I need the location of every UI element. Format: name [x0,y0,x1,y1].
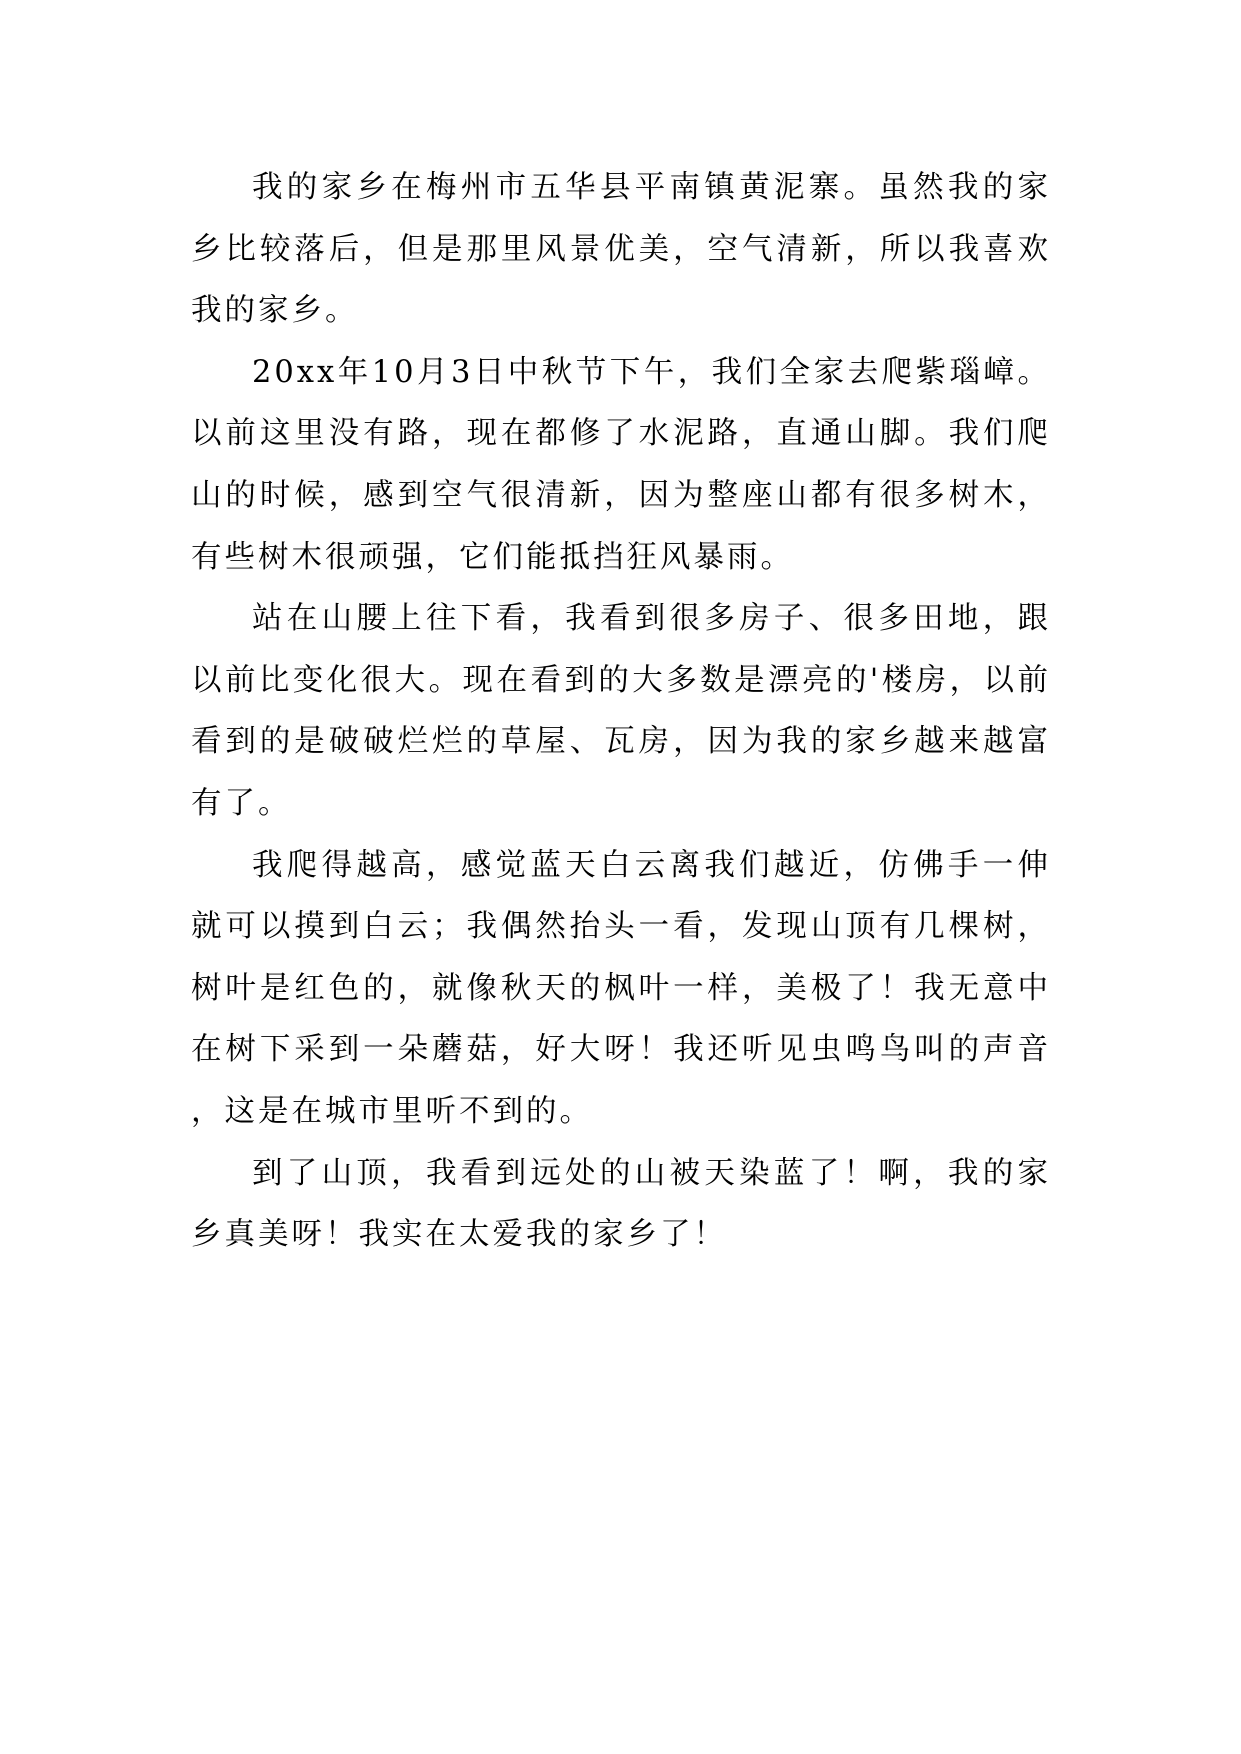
paragraph-3: 站在山腰上往下看，我看到很多房子、很多田地，跟以前比变化很大。现在看到的大多数是漂亮的'楼房，以前看到的是破破烂烂的草屋、瓦房，因为我的家乡越来越富有了。 [191,601,1051,821]
document-body [191,157,1051,1266]
paragraph-5: 到了山顶，我看到远处的山被天染蓝了！啊，我的家乡真美呀！我实在太爱我的家乡了！ [191,1155,1051,1253]
paragraph-1: 我的家乡在梅州市五华县平南镇黄泥寨。虽然我的家乡比较落后，但是那里风景优美，空气清新，所以我喜欢我的家乡。 [191,170,1051,329]
paragraph-2: 20xx年10月3日中秋节下午，我们全家去爬紫瑙嶂。以前这里没有路，现在都修了水泥路，直通山脚。我们爬山的时候，感到空气很清新，因为整座山都有很多树木，有些树木很顽强，它们能抵挡狂风暴雨。 [191,354,1051,575]
paragraph-4: 我爬得越高，感觉蓝天白云离我们越近，仿佛手一伸就可以摸到白云；我偶然抬头一看，发现山顶有几棵树，树叶是红色的，就像秋天的枫叶一样，美极了！我无意中在树下采到一朵蘑菇，好大呀！我还听见虫鸣鸟叫的声音，这是在城市里听不到的。 [191,847,1051,1129]
